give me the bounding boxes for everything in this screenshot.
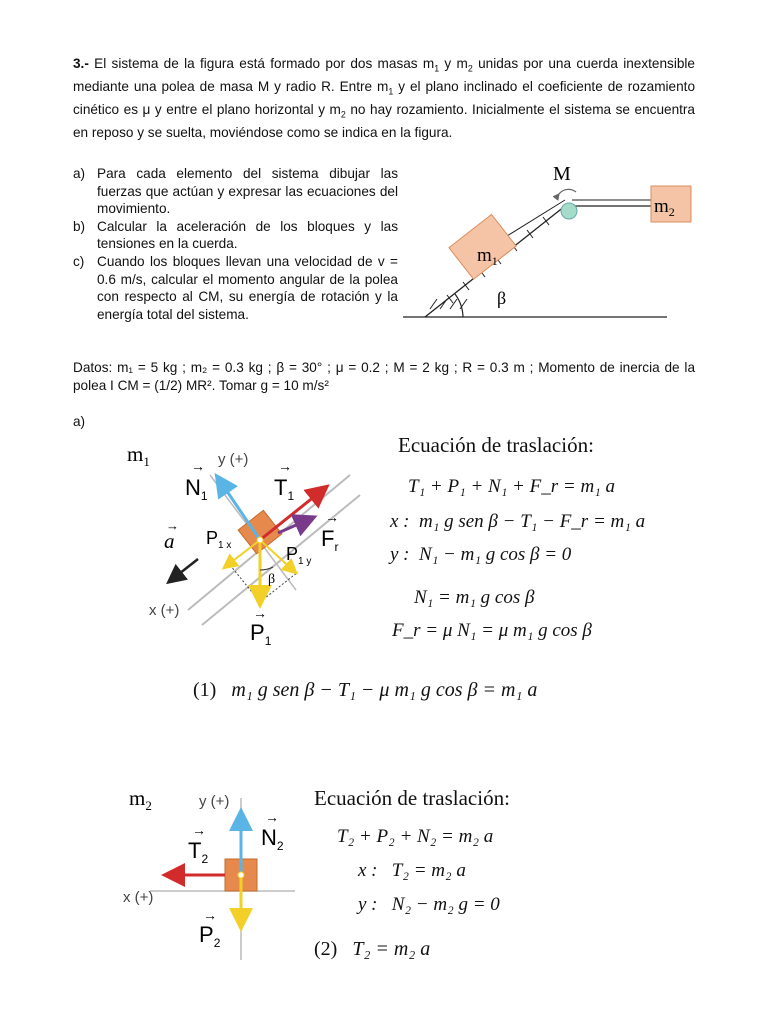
rope-incline [507,200,565,236]
x-axis-label: x (+) [123,889,154,906]
x-axis-label: x (+) [149,602,180,619]
result-equation-2: (2) T₂ = m₂ a [314,938,431,960]
problem-statement: 3.- El sistema de la figura está formado por dos masas $m_1$ y $m_2$ unidas por una cuerda inextensible mediante una polea de masa M y radio R. Entre $m_1$ y el plano inclinado el coeficiente de rozamiento cinético es μ y entre el plano horizontal y $m_2$ no hay rozamiento. Inicialmente el sistema se encuentra en reposo y se suelta, moviéndose como se indica en la figura. [73,56,696,140]
py-helper [260,572,298,602]
p1-label: $P_1$ [250,620,272,648]
question-item: a) Para cada elemento del sistema dibujar las fuerzas que actúan y expresar las ecuaciones del movimiento. [73,166,398,217]
x-equation-1: x : m₁ g sen β − T₁ − F_r = m₁ a [390,511,646,532]
friction-equation: F_r = μ N₁ = μ m₁ g cos β [392,620,592,641]
t1-label: $T_1$ [274,475,295,503]
p1y-label: $P_{1 y}$ [286,544,312,567]
intro-text: El sistema de la figura está formado por dos masas m [94,56,435,71]
y-axis-label: y (+) [218,451,249,468]
question-item: c) Cuando los bloques llevan una velocidad de v = 0.6 m/s, calcular el momento angular de la polea con respecto al CM, su energía de rotación y la energía total del sistema. [73,253,398,322]
x-equation-2: x : T₂ = m₂ a [358,860,466,881]
a-vector-mark: → [166,518,179,533]
pulley-mass-label: M [553,163,571,185]
n2-vector-mark: → [265,809,279,825]
p1x-label: $P_{1 x}$ [206,528,232,551]
t2-label: $T_2$ [188,838,209,866]
beta-label: β [268,572,276,587]
equation-title-1: Ecuación de traslación: [398,433,594,457]
vector-equation-2: T₂ + P₂ + N₂ = m₂ a [337,826,494,847]
center-of-mass [257,537,263,543]
p2-vector-mark: → [203,907,217,923]
angle-arc [455,294,463,317]
m1-label: $m_1$ [477,245,498,268]
fr-vector-mark: → [325,509,339,525]
acceleration-arrow [170,559,198,581]
t2-vector-mark: → [192,822,206,838]
t1-vector-mark: → [278,458,292,474]
incline-pulley-figure [395,158,695,328]
m2-label: $m_2$ [654,196,675,219]
data-section: Datos: m₁ = 5 kg ; m₂ = 0.3 kg ; β = 30° ; μ = 0.2 ; M = 2 kg ; R = 0.3 m ; Momento de inercia de la polea I CM = (1/2) MR². Tomar g = 10 m/s² [73,360,695,393]
y-equation-2: y : N₂ − m₂ g = 0 [358,894,500,915]
equation-title-2: Ecuación de traslación: [314,786,510,810]
free-body-diagram-m1 [120,440,380,655]
mass-label-m1: $m_1$ [127,442,150,469]
n2-label: $N_2$ [261,825,284,853]
vector-equation-1: T₁ + P₁ + N₁ + F_r = m₁ a [408,476,616,497]
free-body-diagram-m2 [115,780,310,970]
n1-label: $N_1$ [185,475,208,503]
rotation-arrow [559,189,576,194]
problem-number: 3.- [73,56,89,71]
p2-label: $P_2$ [199,922,221,950]
y-axis-label: y (+) [199,793,230,810]
p1-vector-mark: → [253,605,267,621]
pulley [561,203,577,219]
n1-vector-mark: → [191,458,205,474]
beta-label: β [497,288,507,308]
fr-label: $F_r$ [321,526,339,554]
result-equation-1: (1) m₁ g sen β − T₁ − μ m₁ g cos β = m₁ a [193,679,538,701]
question-item: b) Calcular la aceleración de los bloques y las tensiones en la cuerda. [73,218,398,252]
mass-label-m2: $m_2$ [129,786,152,813]
center-of-mass [238,872,244,878]
normal-equation: N₁ = m₁ g cos β [414,587,535,608]
part-a-label: a) [73,414,86,429]
y-equation-1: y : N₁ − m₁ g cos β = 0 [390,544,572,565]
question-list [73,165,398,323]
a-label: a [164,529,175,553]
